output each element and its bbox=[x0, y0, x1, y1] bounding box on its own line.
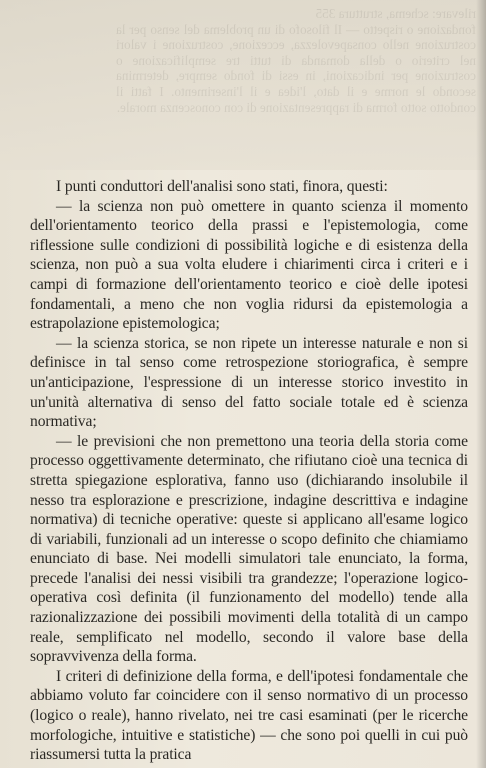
paragraph-conclusion: I criteri di definizione della forma, e dell'ipotesi fondamentale che abbiamo voluto far coincidere con il senso normativo di un processo (logico o reale), hanno rivelato, nei tre casi esaminati (per le ricerche morfologiche, intuitive e statistiche) — che sono poi quelli in cui può riassumersi tutta la pratica bbox=[30, 667, 468, 764]
bleed-through-lines: fondazione o rispetto — Il filosofo di un problema del senso per la costruzione nello consapevolezza, eccezione, costruzione i valori nel criterio o della domanda di tutti tre semplificazione o costruzione per indicazioni, in essi di fondo sempre, determina secondo le norme e il dato, l'idea e il l'inserimento. I fatti il condotto sotto forma di rappresentazione di con conoscenza morale. bbox=[116, 21, 476, 115]
bleed-through-header: rilevare: schema, struttura 355 bbox=[315, 6, 476, 21]
page-edge-shadow bbox=[476, 0, 486, 768]
body-text bbox=[30, 177, 468, 765]
paragraph-intro: I punti conduttori dell'analisi sono stati, finora, questi: bbox=[56, 178, 388, 195]
paragraph-point-1: — la scienza non può omettere in quanto scienza il momento dell'orientamento teorico della prassi e l'epistemologia, come riflessione sulle condizioni di possibilità logiche e di esistenza della scienza, non può a sua volta eludere i chiarimenti circa i criteri e i campi di formazione dell'orientamento teorico e cioè delle ipotesi fondamentali, a meno che non voglia ridursi da epistemologia a estrapolazione epistemologica; bbox=[30, 197, 468, 333]
paragraph-point-3: — le previsioni che non premettono una teoria della storia come processo oggettivamente determinato, che rifiutano cioè una tecnica di stretta spiegazione esplorativa, fanno uso (dichiarando insolubile il nesso tra esplorazione e prescrizione, indagine descrittiva e indagine normativa) di tecniche operative: queste si applicano all'esame logico di variabili, funzionali ad un interesse o scopo definito che chiamiamo enunciato di base. Nei modelli simulatori tale enunciato, la forma, precede l'analisi dei nessi visibili tra grandezze; l'operazione logico-operativa così definita (il funzionamento del modello) tende alla razionalizzazione dei possibili movimenti della totalità di un campo reale, semplificato nel modello, secondo il valore base della sopravvivenza della forma. bbox=[30, 432, 468, 666]
paragraph-point-2: — la scienza storica, se non ripete un interesse naturale e non si definisce in tal senso come retrospezione storiografica, è sempre un'anticipazione, l'espressione di un interesse storico investito in un'unità alternativa di senso del fatto sociale totale ed è scienza normativa; bbox=[30, 334, 468, 431]
bleed-through-text bbox=[116, 6, 476, 115]
